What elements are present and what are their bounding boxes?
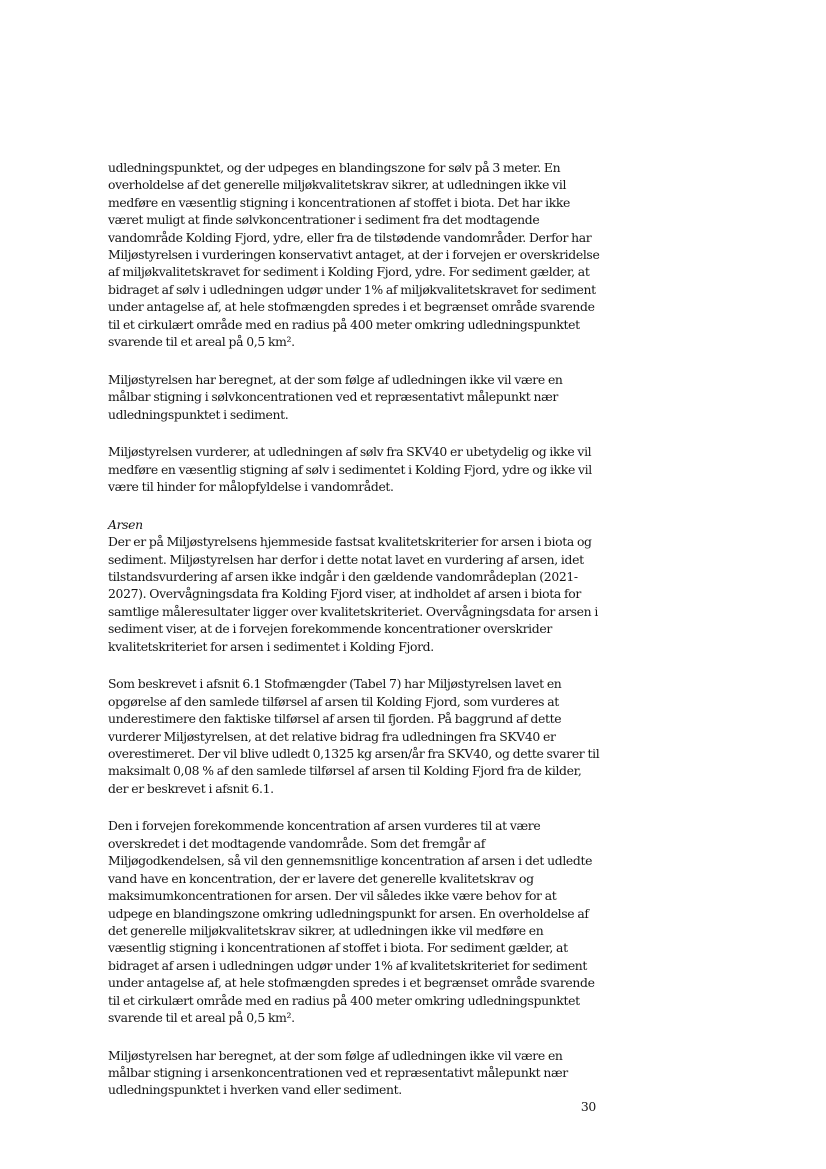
text-line: maksimalt 0,08 % af den samlede tilførsel af arsen til Kolding Fjord fra de kilder, bbox=[108, 763, 582, 779]
text-line: samtlige måleresultater ligger over kvalitetskriteriet. Overvågningsdata for arsen i bbox=[108, 603, 598, 619]
paragraph-silver-blending-zone bbox=[108, 159, 600, 350]
text-line: Den i forvejen forekommende koncentration af arsen vurderes til at være bbox=[108, 818, 541, 834]
text-line: overestimeret. Der vil blive udledt 0,1325 kg arsen/år fra SKV40, og dette svarer til bbox=[108, 745, 600, 761]
text-line: vandområde Kolding Fjord, ydre, eller fra de tilstødende vandområder. Derfor har bbox=[108, 229, 592, 245]
text-line: opgørelse af den samlede tilførsel af arsen til Kolding Fjord, som vurderes at bbox=[108, 693, 559, 709]
text-line: svarende til et areal på 0,5 km². bbox=[108, 1009, 295, 1025]
text-line: tilstandsvurdering af arsen ikke indgår i den gældende vandområdeplan (2021- bbox=[108, 569, 578, 585]
text-line: overskredet i det modtagende vandområde. Som det fremgår af bbox=[108, 835, 485, 851]
text-line: sediment. Miljøstyrelsen har derfor i dette notat lavet en vurdering af arsen, idet bbox=[108, 551, 584, 567]
paragraph-arsenic-intro bbox=[108, 516, 598, 655]
text-line: af miljøkvalitetskravet for sediment i Kolding Fjord, ydre. For sediment gælder, at bbox=[108, 264, 590, 280]
text-line: vand have en koncentration, der er lavere det generelle kvalitetskrav og bbox=[108, 870, 534, 886]
text-line: Der er på Miljøstyrelsens hjemmeside fastsat kvalitetskriterier for arsen i biota og bbox=[108, 534, 592, 550]
text-line: det generelle miljøkvalitetskrav sikrer, at udledningen ikke vil medføre en bbox=[108, 922, 544, 938]
text-line: Som beskrevet i afsnit 6.1 Stofmængder (Tabel 7) har Miljøstyrelsen lavet en bbox=[108, 676, 562, 692]
text-line: udpege en blandingszone omkring udledningspunkt for arsen. En overholdelse af bbox=[108, 905, 589, 921]
text-line: til et cirkulært område med en radius på 400 meter omkring udledningspunktet bbox=[108, 316, 580, 332]
text-line: målbar stigning i arsenkoncentrationen ved et repræsentativt målepunkt nær bbox=[108, 1065, 568, 1081]
text-line: medføre en væsentlig stigning af sølv i sedimentet i Kolding Fjord, ydre og ikke vil bbox=[108, 461, 592, 477]
text-line: svarende til et areal på 0,5 km². bbox=[108, 334, 295, 350]
text-line: vurderer Miljøstyrelsen, at det relative bidrag fra udledningen fra SKV40 er bbox=[108, 728, 556, 744]
text-line: under antagelse af, at hele stofmængden spredes i et begrænset område svarende bbox=[108, 975, 595, 991]
text-line: udledningspunktet, og der udpeges en blandingszone for sølv på 3 meter. En bbox=[108, 160, 561, 175]
text-line: maksimumkoncentrationen for arsen. Der vil således ikke være behov for at bbox=[108, 888, 557, 904]
text-line: målbar stigning i sølvkoncentrationen ved et repræsentativt målepunkt nær bbox=[108, 389, 558, 405]
text-line: underestimere den faktiske tilførsel af arsen til fjorden. På baggrund af dette bbox=[108, 711, 562, 727]
text-line: 2027). Overvågningsdata fra Kolding Fjord viser, at indholdet af arsen i biota for bbox=[108, 586, 581, 602]
text-line: medføre en væsentlig stigning i koncentrationen af stoffet i biota. Det har ikke bbox=[108, 194, 571, 210]
body-text bbox=[108, 159, 600, 1119]
text-line: under antagelse af, at hele stofmængden spredes i et begrænset område svarende bbox=[108, 299, 595, 315]
text-line: udledningspunktet i hverken vand eller sediment. bbox=[108, 1082, 402, 1098]
text-line: Miljøstyrelsen har beregnet, at der som følge af udledningen ikke vil være en bbox=[108, 371, 563, 387]
page-number: 30 bbox=[580, 1099, 596, 1114]
text-line: udledningspunktet i sediment. bbox=[108, 406, 289, 422]
text-line: Miljøstyrelsen vurderer, at udledningen af sølv fra SKV40 er ubetydelig og ikke vil bbox=[108, 444, 592, 460]
text-line: bidraget af arsen i udledningen udgør under 1% af kvalitetskriteriet for sediment bbox=[108, 957, 588, 973]
text-line: til et cirkulært område med en radius på 400 meter omkring udledningspunktet bbox=[108, 992, 580, 1008]
text-line: Miljøstyrelsen har beregnet, at der som følge af udledningen ikke vil være en bbox=[108, 1047, 563, 1063]
text-line: kvalitetskriteriet for arsen i sedimentet i Kolding Fjord. bbox=[108, 638, 434, 654]
paragraph-silver-conclusion bbox=[108, 443, 594, 495]
text-line: der er beskrevet i afsnit 6.1. bbox=[108, 780, 274, 796]
text-line: været muligt at finde sølvkoncentrationer i sediment fra det modtagende bbox=[108, 212, 540, 228]
paragraph-arsenic-load bbox=[108, 675, 600, 797]
paragraph-arsenic-concentration bbox=[108, 817, 594, 1026]
text-line: overholdelse af det generelle miljøkvalitetskrav sikrer, at udledningen ikke vil bbox=[108, 177, 567, 193]
text-line: væsentlig stigning i koncentrationen af stoffet i biota. For sediment gælder, at bbox=[108, 940, 568, 956]
text-line: Miljøstyrelsen i vurderingen konservativt antaget, at der i forvejen er overskridelse bbox=[108, 247, 600, 263]
text-line: være til hinder for målopfyldelse i vandområdet. bbox=[108, 479, 394, 495]
paragraph-silver-calculation bbox=[108, 371, 594, 423]
text-line: sediment viser, at de i forvejen forekommende koncentrationer overskrider bbox=[108, 621, 552, 637]
text-line: bidraget af sølv i udledningen udgør under 1% af miljøkvalitetskravet for sediment bbox=[108, 281, 596, 297]
text-line: Miljøgodkendelsen, så vil den gennemsnitlige koncentration af arsen i det udledte bbox=[108, 853, 593, 869]
paragraph-arsenic-calculation bbox=[108, 1047, 594, 1099]
section-heading-arsen: Arsen bbox=[108, 516, 143, 532]
